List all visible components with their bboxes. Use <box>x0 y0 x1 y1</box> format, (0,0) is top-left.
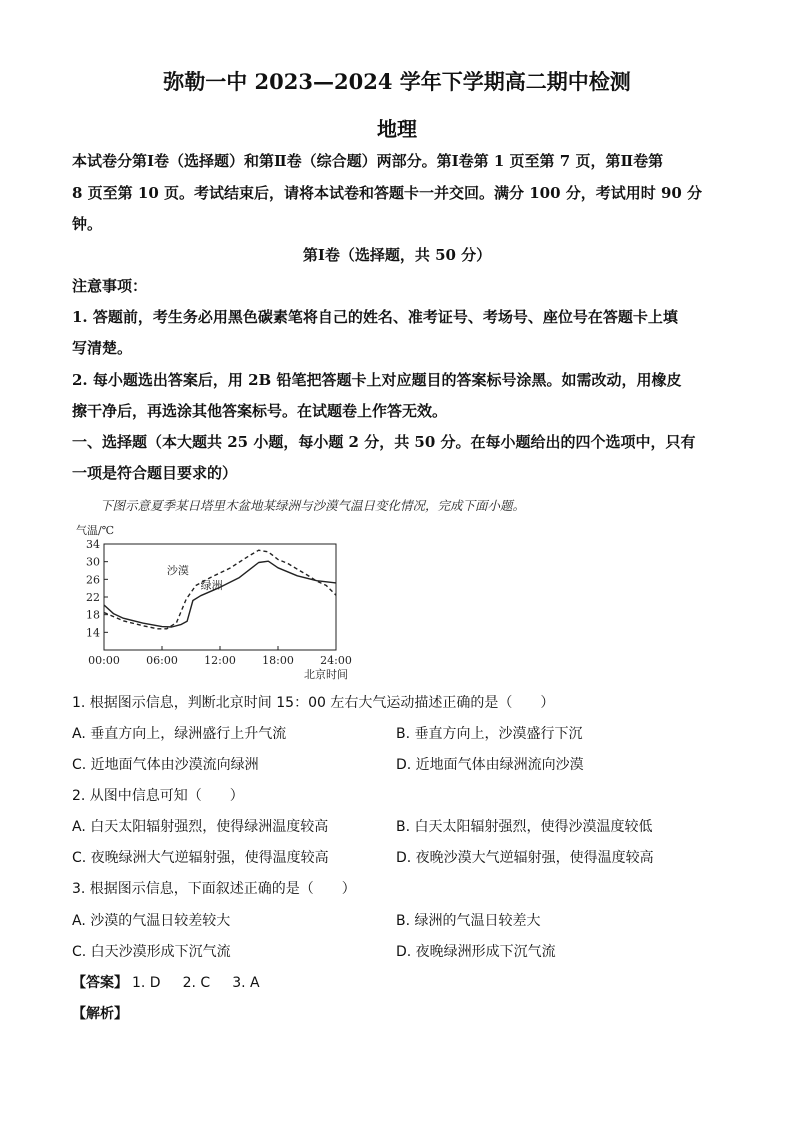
section-heading: 第Ⅰ卷（选择题，共 50 分） <box>302 246 492 264</box>
question-3-option-a[interactable]: A. 沙漠的气温日较差较大 <box>72 913 231 929</box>
question-1-option-a[interactable]: A. 垂直方向上，绿洲盛行上升气流 <box>72 726 287 742</box>
part1-heading-line-1: 一、选择题（本大题共 25 小题，每小题 2 分，共 50 分。在每小题给出的四个选项中，只有 <box>72 433 696 451</box>
question-1-stem: 1. 根据图示信息，判断北京时间 15：00 左右大气运动描述正确的是（ ） <box>72 695 555 711</box>
question-2-option-b[interactable]: B. 白天太阳辐射强烈，使得沙漠温度较低 <box>396 819 653 835</box>
notice-item-1-line-1: 1. 答题前，考生务必用黑色碳素笔将自己的姓名、准考证号、考场号、座位号在答题卡上填 <box>72 308 678 326</box>
plot-frame <box>104 544 336 650</box>
intro-line-2: 8 页至第 10 页。考试结束后，请将本试卷和答题卡一并交回。满分 100 分，考试用时 90 分 <box>72 184 703 202</box>
series-label-desert: 沙漠 <box>166 564 189 578</box>
y-tick-label: 34 <box>86 538 100 551</box>
x-tick-label: 00:00 <box>88 654 120 667</box>
analysis-label: 【解析】 <box>72 1006 128 1022</box>
intro-line-1: 本试卷分第Ⅰ卷（选择题）和第Ⅱ卷（综合题）两部分。第Ⅰ卷第 1 页至第 7 页，第Ⅱ卷第 <box>72 152 664 170</box>
answer-item: 1. D <box>132 975 161 991</box>
question-1-option-d[interactable]: D. 近地面气体由绿洲流向沙漠 <box>396 757 584 773</box>
x-tick-label: 06:00 <box>146 654 178 667</box>
question-stem: 下图示意夏季某日塔里木盆地某绿洲与沙漠气温日变化情况，完成下面小题。 <box>100 498 526 513</box>
notice-item-2-line-1: 2. 每小题选出答案后，用 2B 铅笔把答题卡上对应题目的答案标号涂黑。如需改动，用橡皮 <box>72 371 682 389</box>
y-axis-label: 气温/℃ <box>76 524 115 537</box>
x-axis-label: 北京时间 <box>304 668 348 681</box>
question-1-option-c[interactable]: C. 近地面气体由沙漠流向绿洲 <box>72 757 259 773</box>
question-2-option-c[interactable]: C. 夜晚绿洲大气逆辐射强，使得温度较高 <box>72 850 329 866</box>
x-tick-label: 12:00 <box>204 654 236 667</box>
answer-label: 【答案】 <box>72 975 128 991</box>
subject-title: 地理 <box>377 117 417 141</box>
y-tick-label: 26 <box>86 573 100 587</box>
question-2-stem: 2. 从图中信息可知（ ） <box>72 788 244 804</box>
question-3-stem: 3. 根据图示信息，下面叙述正确的是（ ） <box>72 881 356 897</box>
x-tick-label: 18:00 <box>262 654 294 667</box>
y-tick-label: 30 <box>86 555 100 569</box>
notice-item-2-line-2: 擦干净后，再选涂其他答案标号。在试题卷上作答无效。 <box>72 402 448 420</box>
notice-heading: 注意事项： <box>72 277 148 295</box>
question-2-option-d[interactable]: D. 夜晚沙漠大气逆辐射强，使得温度较高 <box>396 850 654 866</box>
y-tick-label: 18 <box>86 608 100 622</box>
question-3-option-b[interactable]: B. 绿洲的气温日较差大 <box>396 913 541 929</box>
x-tick-label: 24:00 <box>320 654 352 667</box>
answer-item: 2. C <box>182 975 211 991</box>
question-3-option-d[interactable]: D. 夜晚绿洲形成下沉气流 <box>396 944 556 960</box>
part1-heading-line-2: 一项是符合题目要求的） <box>72 464 238 482</box>
y-tick-label: 22 <box>86 591 100 604</box>
series-label-oasis: 绿洲 <box>200 579 223 593</box>
answer-item: 3. A <box>232 975 260 991</box>
exam-title: 弥勒一中 2023—2024 学年下学期高二期中检测 <box>163 69 631 94</box>
answer-line <box>72 972 278 992</box>
question-1-option-b[interactable]: B. 垂直方向上，沙漠盛行下沉 <box>396 726 583 742</box>
temperature-chart <box>68 520 358 685</box>
question-3-option-c[interactable]: C. 白天沙漠形成下沉气流 <box>72 944 231 960</box>
notice-item-1-line-2: 写清楚。 <box>72 339 133 357</box>
intro-line-3: 钟。 <box>72 215 103 233</box>
question-2-option-a[interactable]: A. 白天太阳辐射强烈，使得绿洲温度较高 <box>72 819 329 835</box>
y-tick-label: 14 <box>86 626 100 640</box>
